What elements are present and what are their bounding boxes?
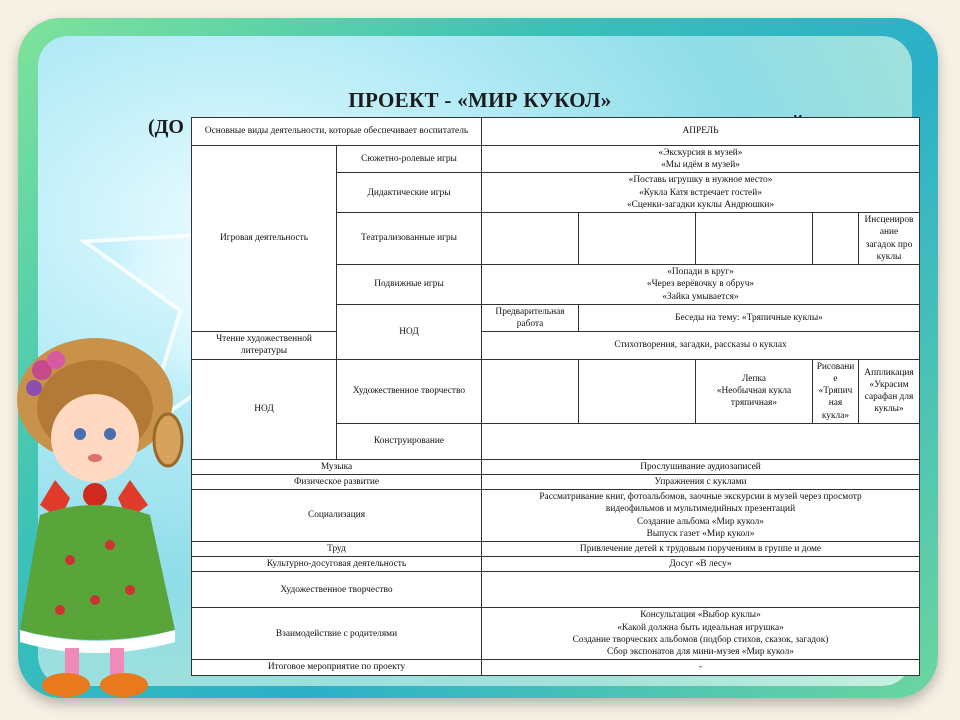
row-value-music: Прослушивание аудиозаписей <box>482 459 920 474</box>
row-value-reading: Стихотворения, загадки, рассказы о куклах <box>482 332 920 359</box>
table-row <box>192 542 920 557</box>
table-row <box>192 557 920 572</box>
row-label-art-creativity: Художественное творчество <box>337 359 482 423</box>
row-value-leisure: Досуг «В лесу» <box>482 557 920 572</box>
group-game-activity: Игровая деятельность <box>192 146 337 332</box>
empty-cell <box>482 359 579 423</box>
row-value-mobile-games: «Попади в круг» «Через верёвочку в обруч» «Зайка умывается» <box>482 265 920 305</box>
row-label-prep-work: Предварительная работа <box>482 304 579 331</box>
row-label-physical: Физическое развитие <box>192 474 482 489</box>
row-value-theatre: Инсцениров ание загадок про куклы <box>859 213 920 265</box>
empty-cell <box>482 423 920 459</box>
row-label-music: Музыка <box>192 459 482 474</box>
row-value-didactic: «Поставь игрушку в нужное место» «Кукла Катя встречает гостей» «Сценки-загадки куклы Андрюшки» <box>482 173 920 213</box>
row-label-reading: Чтение художественной литературы <box>192 332 337 359</box>
empty-cell <box>579 359 696 423</box>
row-label-theatre: Театрализованные игры <box>337 213 482 265</box>
table-row <box>192 359 920 423</box>
cell-drawing: Рисовани е «Тряпич ная кукла» <box>813 359 859 423</box>
group-nod-2: НОД <box>192 359 337 459</box>
row-label-mobile-games: Подвижные игры <box>337 265 482 305</box>
table-row <box>192 332 920 359</box>
cell-lepka: Лепка «Необычная кукла тряпичная» <box>696 359 813 423</box>
row-label-parents: Взаимодействие с родителями <box>192 608 482 660</box>
doll-dress <box>20 505 175 640</box>
table-row <box>192 572 920 608</box>
empty-cell <box>579 213 696 265</box>
hand-mirror <box>154 414 182 466</box>
empty-cell <box>813 213 859 265</box>
row-value-final: - <box>482 660 920 675</box>
header-month: АПРЕЛЬ <box>482 118 920 146</box>
row-value-prep-work: Беседы на тему: «Тряпичные куклы» <box>579 304 920 331</box>
row-value-physical: Упражнения с куклами <box>482 474 920 489</box>
empty-cell <box>482 572 920 608</box>
row-label-socialization: Социализация <box>192 490 482 542</box>
slide-title: ПРОЕКТ - «МИР КУКОЛ» <box>348 88 612 112</box>
cell-applique: Аппликация «Украсим сарафан для куклы» <box>859 359 920 423</box>
doll-shoe <box>42 673 90 697</box>
empty-cell <box>482 213 579 265</box>
doll-face <box>51 394 139 482</box>
table-row <box>192 118 920 146</box>
project-plan-table <box>191 117 920 676</box>
table-row <box>192 490 920 542</box>
row-value-labour: Привлечение детей к трудовым поручениям в группе и доме <box>482 542 920 557</box>
group-nod-1: НОД <box>337 304 482 359</box>
row-value-role-play: «Экскурсия в музей» «Мы идём в музей» <box>482 146 920 173</box>
row-value-socialization: Рассматривание книг, фотоальбомов, заочные экскурсии в музей через просмотр видеофильмов и мультимедийных презентаций Создание альбома «Мир кукол» Выпуск газет «Мир кукол» <box>482 490 920 542</box>
row-value-parents: Консультация «Выбор куклы» «Какой должна быть идеальная игрушка» Создание творческих альбомов (подбор стихов, сказок, загадок) Сбор экспонатов для мини-музея «Мир кукол» <box>482 608 920 660</box>
row-label-role-play: Сюжетно-ролевые игры <box>337 146 482 173</box>
header-activity: Основные виды деятельности, которые обеспечивает воспитатель <box>192 118 482 146</box>
table-row <box>192 608 920 660</box>
row-label-labour: Труд <box>192 542 482 557</box>
table-row <box>192 660 920 675</box>
slide-subtitle-start: (ДО <box>148 116 184 138</box>
row-label-construction: Конструирование <box>337 423 482 459</box>
table-row <box>192 459 920 474</box>
doll-illustration <box>0 330 210 710</box>
row-label-art-creative: Художественное творчество <box>192 572 482 608</box>
table-row <box>192 474 920 489</box>
table-row <box>192 146 920 173</box>
row-label-leisure: Культурно-досуговая деятельность <box>192 557 482 572</box>
row-label-final: Итоговое мероприятие по проекту <box>192 660 482 675</box>
row-label-didactic: Дидактические игры <box>337 173 482 213</box>
empty-cell <box>696 213 813 265</box>
